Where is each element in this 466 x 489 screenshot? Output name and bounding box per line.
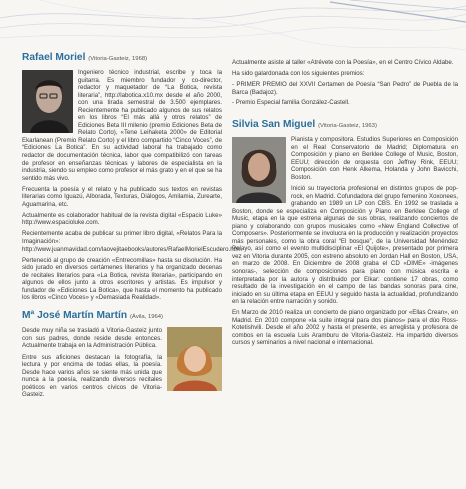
right-column <box>232 59 458 351</box>
paragraph: Entre sus aficiones destacan la fotografía, la lectura y por encima de todas ellas, la poesía. Desde hace varios años se siente más unida que nunca a la poesía, realizando diversos recitales poéticos en varios centros cívicos de Vitoria-Gasteiz. <box>22 353 162 399</box>
author-origin: (Ávila, 1964) <box>129 314 164 321</box>
paragraph: Ingeniero técnico industrial, escribe y toca la guitarra. Es miembro fundador y co-director, redactor y maquetador de “La Botica, revista literaria”, http://labotica.x10.mx desde el año 2000, con una tirada semestral de 3.500 ejemplares. Recientemente ha publicado algunos de sus relatos en los libros “El más allá y otros relatos” de Ediciones Beta III milenio (premio Ediciones Beta de Relato Corto), «Tene Leihaketa 2000» de Editorial Ekarlanean (Premio Relato Corto) y el libro compartido “Cinco Voces”, de “Ediciones La Botica”. En su actividad laboral ha trabajado como redactor de documentación técnica, labor que compatibilizó con tareas de profesor en enseñanzas técnicas y labores de especialista en la industria, siendo su empleo como profesor el más grato y en el que se ha sentido más vivo. <box>22 69 222 182</box>
author-heading-silvia <box>232 119 458 132</box>
left-column <box>22 52 243 402</box>
author-name: Rafael Moriel <box>22 52 86 63</box>
paragraph: Frecuenta la poesía y el relato y ha publicado sus textos en revistas literarias como Iguazú, Alborada, Texturas, Diálogos, Amilamia, Zurearte, Aguamarina, etc. <box>22 185 222 208</box>
paragraph: Ha sido galardonada con los siguientes premios: <box>232 70 365 78</box>
decorative-background-curves <box>0 0 466 60</box>
paragraph: Actualmente es colaborador habitual de la revista digital «Espacio Luke» http://www.espacioluke.com. <box>22 211 222 227</box>
author-heading-rafael <box>22 52 222 65</box>
paragraph: Recientemente acaba de publicar su primer libro digital, «Relatos Para la Imaginación»: http://www.juanmavidad.com/laovejitaebooks/autores/RafaelMorielEscudero.htm. <box>22 230 243 253</box>
paragraph: En Marzo de 2010 realiza un concierto de piano organizado por «Ellas Crean», en Madrid. En 2010 compone «la suite integral para dos pianos» para el dúo Ross-Kotetishvili. Desde el año 2002 y hasta el presente, es arreglista y profesora de combos en la escuela Luis Aramburu de Vitoria-Gasteiz. Ha impartido diversos cursos y seminarios a nivel nacional e internacional. <box>232 309 458 347</box>
paragraph: Desde muy niña se trasladó a Vitoria-Gasteiz junto con sus padres, donde reside desde entonces. Actualmente trabaja en la Administración Pública. <box>22 327 162 350</box>
author-name: Mª José Martín Martín <box>22 310 128 322</box>
paragraph: Pianista y compositora. Estudios Superiores en Composición en el Real Conservatorio de Madrid; Diplomatura en Composición y piano en Berklee College of Music, Boston, EEUU; dirección de orquesta con Jeffrey Rink, EEUU; Composición con Henk Alkema, Holanda y John Bavicchi, Boston. <box>291 136 458 181</box>
author-heading-mariajose <box>22 310 222 323</box>
prize-list <box>232 81 458 107</box>
list-item: - PRIMER PREMIO del XXVII Certamen de Poesía “San Pedro” de Puebla de la Barca (Badajoz). <box>232 81 458 96</box>
paragraph: Perteneció al grupo de creación «Entrecomillas» hasta su disolución. Ha sido jurado en diversos certámenes literarios y ha organizado decenas de recitales literarios para «La Botica, revista literaria», participando en algunos de ellos junto a otros escritores y artistas. Es impulsor y fundador de «Ediciones La Botica», que hasta el momento ha publicado los libros «Cinco Voces» y «Demasiada Realidad». <box>22 256 222 302</box>
author-origin: (Vitoria-Gasteiz, 1963) <box>318 123 377 130</box>
author-origin: (Vitoria-Gasteiz, 1968) <box>88 56 148 62</box>
paragraph: Inició su trayectoria profesional en distintos grupos de pop-rock, en Madrid. Cofundadora del grupo femenino Xoxonees, grabando en 1989 un LP con CBS. En 1992 se traslada a Boston, donde se especializa en Composición y Piano en Berklee College of Music, etapa en la que estrena algunas de sus obras, realizando conciertos de piano y colaborando con grupos musicales como «New England Collective of Composers». Posteriormente se involucra en la producción y realización proyectos más personales, como la obra coral “El bosque”, de la Universidad Menéndez Pelayo, así como el evento multidisciplinar «El Quijote», presentado por primera vez en Vitoria durante 2005, con estreno absoluto en Jordan Hall en Boston, USA, en marzo de 2008. En Diciembre de 2008 graba el CD «DIME» -imágenes sonoras-, selección de composiciones para piano con música escrita e interpretada por la autora y distribuido por Elkar: contiene 17 obras, como resultado de la investigación en el campo de las bandas sonoras para cine, iniciado en su última etapa en EEUU y seguido hasta la actualidad, profundizando en la relación entre narración y sonido. <box>232 185 458 306</box>
paragraph: Actualmente asiste al taller «Atrévete con la Poesía», en el Centro Cívico Aldabe. <box>232 59 454 66</box>
author-name: Silvia San Miguel <box>232 119 316 131</box>
author-photo-silvia <box>232 137 286 203</box>
list-item: - Premio Especial familia González-Castell. <box>232 99 350 107</box>
author-photo-rafael <box>22 70 73 133</box>
author-photo-mariajose <box>167 327 222 391</box>
